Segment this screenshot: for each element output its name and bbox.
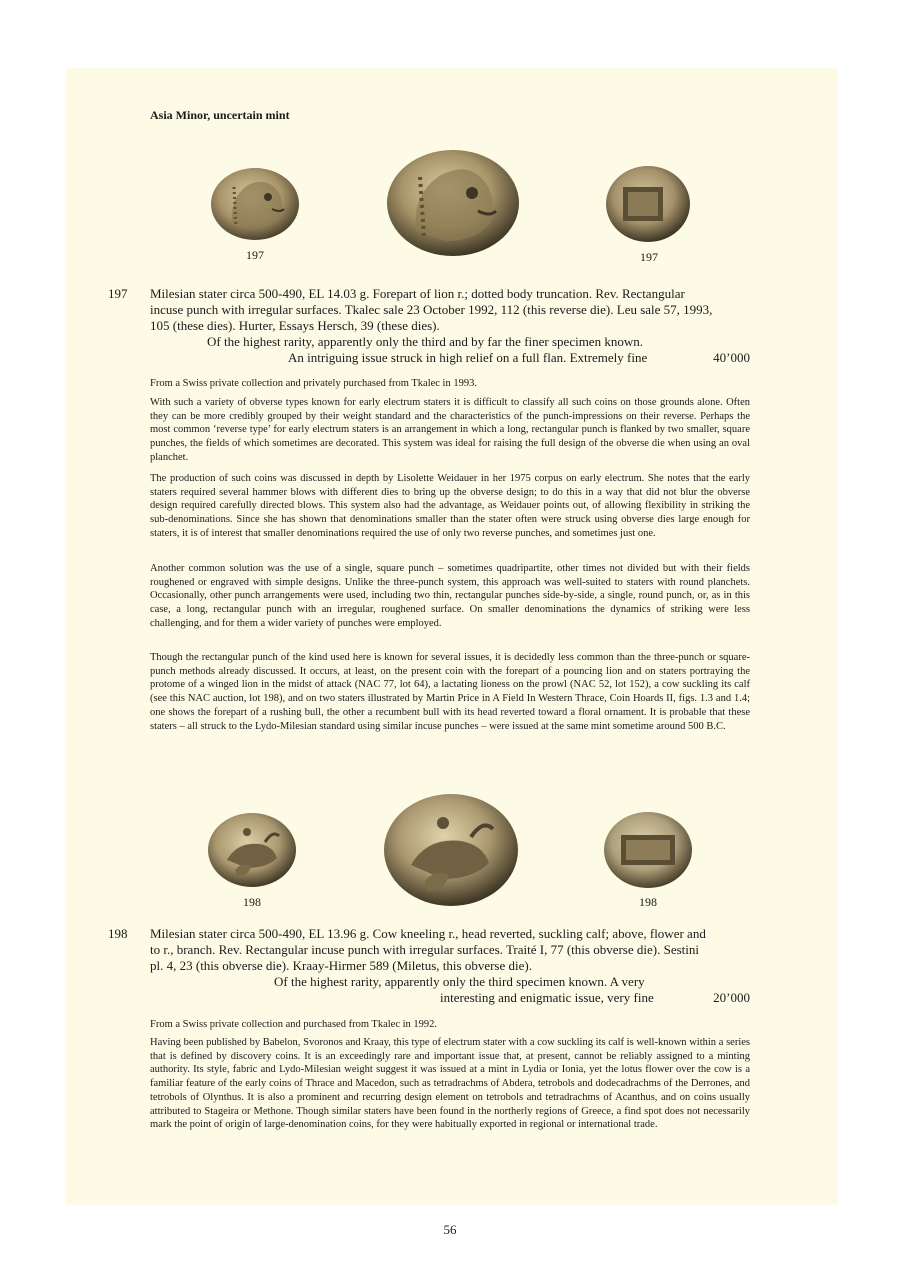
lion-forepart-image [210, 167, 300, 241]
description-line: pl. 4, 23 (this obverse die). Kraay-Hirmer 589 (Miletus, this obverse die). [150, 958, 532, 973]
grade-line [150, 350, 750, 366]
provenance: From a Swiss private collection and privately purchased from Tkalec in 1993. [150, 378, 477, 389]
lot-197-description [150, 286, 750, 366]
lot-198-reverse-coin [603, 811, 693, 889]
lot-number: 198 [108, 926, 128, 941]
lot-197-obverse-coin-small [210, 167, 300, 241]
commentary-paragraph: Another common solution was the use of a single, square punch – sometimes quadripartite, other times not divided but with their fields roughened or engraved with simple designs. Unlike the three-punch system, this approach was well-suited to staters with round planchets. Occasionally, other punch arrangements were used, including two thin, rectangular punches side-by-side, a single, round punch, or, as in this case, a long, rectangular punch with an irregular, roughened surface. On smaller denominations the dynamics of striking were less challenging, and for them a wider variety of punches were employed. [150, 563, 750, 629]
description-line: Milesian stater circa 500-490, EL 14.03 g. Forepart of lion r.; dotted body truncation. Rev. Rectangular [150, 286, 685, 301]
lot-198-description [150, 926, 750, 1006]
commentary-paragraph: Though the rectangular punch of the kind used here is known for several issues, it is decidedly less common than the three-punch or square-punch methods already discussed. It occurs, at least, on the present coin with the forepart of a pouncing lion and on staters portraying the protome of a winged lion in the midst of attack (NAC 77, lot 64), a lactating lioness on the prowl (NAC 52, lot 152), a cow suckling its calf (see this NAC auction, lot 198), and on two staters illustrated by Martin Price in A Field In Western Thrace, Coin Hoards II, figs. 1.3 and 1.4; one shows the forepart of a rushing bull, the other a recumbent bull with its head reverted toward a floral ornament. It is probable that these staters – all struck to the Lydo-Milesian standard using similar incuse punches – were issued at the same mint sometime around 500 B.C. [150, 652, 750, 732]
lot-198-obverse-coin-small [207, 812, 297, 888]
incuse-punch-image [605, 165, 691, 243]
description-line: Milesian stater circa 500-490, EL 13.96 g. Cow kneeling r., head reverted, suckling calf; above, flower and [150, 926, 706, 941]
grade-text: interesting and enigmatic issue, very fine [440, 990, 654, 1005]
lot-198-coin-label-left: 198 [243, 895, 261, 909]
lot-198-obverse-coin-large [383, 793, 519, 907]
grade-text: An intriguing issue struck in high relief on a full flan. Extremely fine [288, 350, 648, 365]
lot-197-obverse-coin-large [386, 149, 520, 257]
lot-197-reverse-coin [605, 165, 691, 243]
description-line: incuse punch with irregular surfaces. Tkalec sale 23 October 1992, 112 (this reverse die). Leu sale 57, 1993, [150, 302, 713, 317]
lot-number: 197 [108, 286, 128, 301]
lot-197-coin-label-right: 197 [640, 250, 658, 264]
commentary-paragraph: Having been published by Babelon, Svoronos and Kraay, this type of electrum stater with a cow suckling its calf is well-known within a series that is defined by discovery coins. It is an exceedingly rare and important issue that, at present, cannot be reliably assigned to a minting authority. Its style, fabric and Lydo-Milesian weight suggest it was issued at a mint in Lydia or Ionia, yet the lotus flower over the cow is a familiar feature of the early coins of Thrace and Macedon, such as tetradrachms of Abdera, tetrobols and dodecadrachms of the Derrones, and tetrobols of Olynthus. It is also a prominent and recurring design element on tetrobols and tetradrachms of Acanthus, and on coins usually attributed to Stageira or Methone. Though similar staters have been found in the northerly regions of Greece, a find spot does not necessarily mark the point of origin of large-denomination coins, for they were habitually exported in regional or international trade. [150, 1037, 750, 1131]
lot-197-coin-label-left: 197 [246, 248, 264, 262]
cow-and-calf-image [207, 812, 297, 888]
rarity-line: Of the highest rarity, apparently only the third and by far the finer specimen known. [207, 334, 643, 349]
lion-forepart-enlarged-image [386, 149, 520, 257]
rarity-line: Of the highest rarity, apparently only the third specimen known. A very [274, 974, 645, 989]
price: 20’000 [713, 990, 750, 1005]
provenance: From a Swiss private collection and purchased from Tkalec in 1992. [150, 1019, 438, 1030]
section-title: Asia Minor, uncertain mint [150, 108, 290, 122]
description-line: 105 (these dies). Hurter, Essays Hersch, 39 (these dies). [150, 318, 440, 333]
description-line: to r., branch. Rev. Rectangular incuse punch with irregular surfaces. Traité I, 77 (this obverse die). Sestini [150, 942, 699, 957]
incuse-punch-image [603, 811, 693, 889]
price: 40’000 [713, 350, 750, 365]
grade-line [150, 990, 750, 1006]
page-number: 56 [443, 1222, 457, 1237]
cow-and-calf-enlarged-image [383, 793, 519, 907]
commentary-paragraph: With such a variety of obverse types known for early electrum staters it is difficult to classify all such coins on those grounds alone. Often they can be more credibly grouped by their weight standard and the characteristics of the punch-impressions on their reverse. Perhaps the most common ‘reverse type’ for early electrum staters is an arrangement in which a long, rectangular punch is flanked by two smaller, square punches, the fields of which sometimes are decorated. This system was ideal for raising the full design of the obverse die when using an oval planchet. [150, 397, 750, 463]
commentary-paragraph: The production of such coins was discussed in depth by Lisolette Weidauer in her 1975 corpus on early electrum. She notes that the early staters required several hammer blows with different dies to bring up the obverse design; to do this in a way that did not blur the obverse design required carefully directed blows. This system also had the advantage, as Weidauer points out, of allowing flexibility in striking the sub-denominations. Since she has shown that denominations smaller than the stater often were struck using obverse dies large enough for staters, it is of interest that smaller denominations required the use of only two reverse punches, and sometimes just one. [150, 473, 750, 539]
lot-198-coin-label-right: 198 [639, 895, 657, 909]
